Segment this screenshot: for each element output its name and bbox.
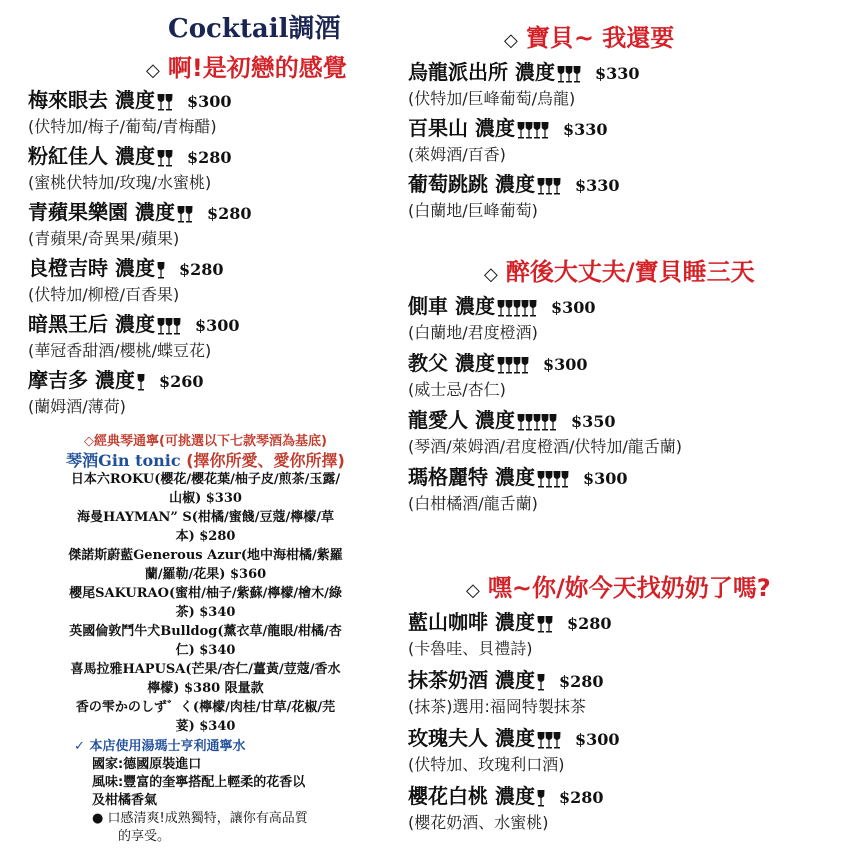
drink-price: $300 (550, 298, 596, 317)
wine-glass-icon (165, 93, 172, 109)
gin-item-line: 茶) $340 (175, 605, 236, 620)
wine-glass-icon (513, 299, 520, 315)
drink-name: 龍愛人 濃度 (408, 408, 515, 432)
drink-price: $300 (574, 730, 620, 749)
gin-subtitle-en: 琴酒Gin tonic (66, 451, 181, 470)
drink-price: $330 (562, 120, 608, 139)
diamond-icon: ◇ (484, 264, 498, 285)
drink-ingredients: (蘭姆酒/薄荷) (28, 397, 126, 416)
tonic-taste-line1: 口感清爽!成熟獨特，讓你有高品質 (107, 811, 308, 826)
wine-glass-icon (525, 121, 532, 137)
drink-item (28, 252, 224, 305)
wine-glass-icon (497, 356, 504, 372)
strength-glasses (157, 261, 165, 281)
drink-price: $280 (558, 672, 604, 691)
wine-glass-icon (137, 373, 144, 389)
drink-name: 良橙吉時 濃度 (28, 256, 155, 280)
drink-price: $330 (574, 176, 620, 195)
strength-glasses (537, 731, 561, 751)
drink-price: $280 (206, 204, 252, 223)
strength-glasses (557, 65, 581, 85)
drink-name: 梅來眼去 濃度 (28, 88, 155, 112)
strength-glasses (537, 673, 545, 693)
tonic-note (74, 738, 384, 846)
drink-name: 側車 濃度 (408, 294, 495, 318)
drink-name: 百果山 濃度 (408, 116, 515, 140)
diamond-icon: ◇ (146, 60, 160, 81)
drink-item (408, 56, 640, 109)
drink-ingredients: (琴酒/萊姆酒/君度橙酒/伏特加/龍舌蘭) (408, 437, 683, 456)
tonic-taste (74, 810, 384, 828)
drink-ingredients: (抹茶)選用:福岡特製抹茶 (408, 697, 586, 716)
diamond-icon: ◇ (466, 580, 480, 601)
strength-glasses (497, 299, 537, 319)
section-heading-drunk (484, 252, 755, 287)
drink-name: 暗黑王后 濃度 (28, 312, 155, 336)
wine-glass-icon (537, 177, 544, 193)
drink-ingredients: (白蘭地/巨峰葡萄) (408, 201, 538, 220)
gin-item-line: 山椒) $330 (169, 491, 242, 506)
wine-glass-icon (497, 299, 504, 315)
gin-item-line: 傑諾斯蔚藍Generous Azur(地中海柑橘/紫羅 (68, 548, 343, 563)
drink-item (408, 112, 608, 165)
wine-glass-icon (537, 470, 544, 486)
drink-price: $350 (570, 412, 616, 431)
drink-item (408, 780, 604, 833)
drink-price: $280 (178, 260, 224, 279)
wine-glass-icon (517, 121, 524, 137)
wine-glass-icon (553, 470, 560, 486)
drink-ingredients: (伏特加/梅子/葡萄/青梅醋) (28, 117, 217, 136)
gin-item-list (28, 470, 383, 736)
drink-name: 瑪格麗特 濃度 (408, 465, 535, 489)
drink-item (408, 461, 628, 514)
wine-glass-icon (505, 299, 512, 315)
wine-glass-icon (525, 413, 532, 429)
drink-ingredients: (白柑橘酒/龍舌蘭) (408, 494, 538, 513)
drink-item (28, 84, 232, 137)
strength-glasses (157, 149, 173, 169)
wine-glass-icon (513, 356, 520, 372)
strength-glasses (537, 789, 545, 809)
strength-glasses (497, 356, 529, 376)
drink-ingredients: (白蘭地/君度橙酒) (408, 323, 538, 342)
drink-price: $280 (186, 148, 232, 167)
drink-name: 摩吉多 濃度 (28, 368, 135, 392)
wine-glass-icon (537, 615, 544, 631)
wine-glass-icon (157, 93, 164, 109)
drink-price: $300 (194, 316, 240, 335)
strength-glasses (537, 470, 569, 490)
drink-ingredients: (櫻花奶酒、水蜜桃) (408, 813, 549, 832)
drink-name: 藍山咖啡 濃度 (408, 610, 535, 634)
gin-item-line: 仁) $340 (175, 643, 236, 658)
drink-ingredients: (青蘋果/奇異果/蘋果) (28, 229, 180, 248)
gin-item-line: 荽) $340 (175, 719, 236, 734)
tonic-taste-line2: 的享受。 (118, 829, 171, 844)
strength-glasses (157, 317, 181, 337)
wine-glass-icon (165, 317, 172, 333)
wine-glass-icon (521, 299, 528, 315)
drink-item (408, 606, 612, 659)
gin-item-line: 檸檬) $380 限量款 (147, 681, 264, 696)
drink-ingredients: (卡魯哇、貝禮詩) (408, 639, 533, 658)
strength-glasses (137, 373, 145, 393)
section-heading-grandma (466, 568, 771, 603)
bullet-icon: ● (92, 811, 104, 826)
section-title: 寶貝~ 我還要 (525, 24, 675, 52)
wine-glass-icon (157, 317, 164, 333)
wine-glass-icon (553, 177, 560, 193)
drink-item (28, 364, 204, 417)
drink-price: $330 (594, 64, 640, 83)
section-title: 醉後大丈夫/寶貝睡三天 (505, 258, 755, 286)
wine-glass-icon (541, 413, 548, 429)
wine-glass-icon (545, 615, 552, 631)
drink-item (408, 404, 682, 457)
drink-ingredients: (伏特加/柳橙/百香果) (28, 285, 180, 304)
strength-glasses (177, 205, 193, 225)
section-title: 嘿~你/妳今天找奶奶了嗎? (487, 574, 771, 602)
wine-glass-icon (157, 261, 164, 277)
wine-glass-icon (557, 65, 564, 81)
check-icon: ✓ (74, 739, 85, 754)
strength-glasses (157, 93, 173, 113)
drink-name: 粉紅佳人 濃度 (28, 144, 155, 168)
menu-title: Cocktail調酒 (168, 14, 341, 44)
wine-glass-icon (533, 121, 540, 137)
gin-tonic-section (28, 432, 383, 736)
drink-ingredients: (伏特加/巨峰葡萄/烏龍) (408, 89, 576, 108)
gin-header: ◇經典琴通寧(可挑選以下七款琴酒為基底) (84, 434, 327, 449)
drink-name: 教父 濃度 (408, 351, 495, 375)
drink-item (28, 308, 240, 361)
drink-item (408, 347, 588, 400)
tonic-flavor-line2: 及柑橘香氣 (92, 793, 158, 808)
drink-ingredients: (伏特加、玫瑰利口酒) (408, 755, 565, 774)
wine-glass-icon (545, 177, 552, 193)
wine-glass-icon (545, 731, 552, 747)
gin-item-line: 香の雫かのしず゛く(檸檬/肉桂/甘草/花椒/芫 (75, 700, 336, 715)
wine-glass-icon (521, 356, 528, 372)
drink-name: 青蘋果樂園 濃度 (28, 200, 175, 224)
drink-item (28, 196, 252, 249)
section-title: 啊!是初戀的感覺 (167, 54, 347, 82)
drink-item (408, 664, 604, 717)
wine-glass-icon (157, 149, 164, 165)
wine-glass-icon (185, 205, 192, 221)
tonic-brand: 本店使用湯瑪士亨利通寧水 (89, 739, 246, 754)
gin-item-line: 櫻尾SAKURAO(蜜柑/柚子/紫蘇/檸檬/檜木/綠 (69, 586, 342, 601)
drink-item (28, 140, 232, 193)
wine-glass-icon (561, 470, 568, 486)
wine-glass-icon (517, 413, 524, 429)
gin-subtitle-zh: (擇你所愛、愛你所擇) (186, 451, 345, 470)
gin-item-line: 喜馬拉雅HAPUSA(芒果/杏仁/薑黃/荳蔻/香水 (70, 662, 341, 677)
drink-price: $280 (558, 788, 604, 807)
wine-glass-icon (549, 413, 556, 429)
wine-glass-icon (533, 413, 540, 429)
wine-glass-icon (565, 65, 572, 81)
drink-name: 玫瑰夫人 濃度 (408, 726, 535, 750)
drink-ingredients: (華冠香甜酒/櫻桃/蝶豆花) (28, 341, 212, 360)
section-heading-baby-more (504, 18, 674, 53)
drink-ingredients: (萊姆酒/百香) (408, 145, 506, 164)
strength-glasses (517, 413, 557, 433)
drink-ingredients: (蜜桃伏特加/玫瑰/水蜜桃) (28, 173, 212, 192)
drink-name: 抹茶奶酒 濃度 (408, 668, 535, 692)
drink-price: $300 (582, 469, 628, 488)
drink-price: $300 (186, 92, 232, 111)
strength-glasses (537, 615, 553, 635)
drink-item (408, 290, 596, 343)
gin-item-line: 蘭/羅勒/花果) $360 (144, 567, 267, 582)
tonic-country: 國家:德國原裝進口 (92, 757, 202, 772)
wine-glass-icon (545, 470, 552, 486)
wine-glass-icon (553, 731, 560, 747)
wine-glass-icon (505, 356, 512, 372)
gin-item-line: 海曼HAYMAN” S(柑橘/蜜餞/豆蔻/檸檬/草 (77, 510, 334, 525)
wine-glass-icon (177, 205, 184, 221)
gin-item-line: 英國倫敦鬥牛犬Bulldog(薰衣草/龍眼/柑橘/杏 (69, 624, 342, 639)
wine-glass-icon (537, 673, 544, 689)
drink-item (408, 722, 620, 775)
drink-price: $280 (566, 614, 612, 633)
tonic-flavor-line1: 風味:豐富的奎寧搭配上輕柔的花香以 (92, 775, 306, 790)
drink-name: 烏龍派出所 濃度 (408, 60, 555, 84)
wine-glass-icon (537, 789, 544, 805)
wine-glass-icon (529, 299, 536, 315)
drink-item (408, 168, 620, 221)
wine-glass-icon (537, 731, 544, 747)
wine-glass-icon (173, 317, 180, 333)
strength-glasses (537, 177, 561, 197)
wine-glass-icon (165, 149, 172, 165)
gin-subtitle (28, 451, 383, 470)
strength-glasses (517, 121, 549, 141)
gin-item-line: 本) $280 (175, 529, 236, 544)
diamond-icon: ◇ (504, 30, 518, 51)
drink-ingredients: (威士忌/杏仁) (408, 380, 506, 399)
section-heading-first-love (146, 48, 347, 83)
drink-price: $260 (158, 372, 204, 391)
wine-glass-icon (573, 65, 580, 81)
drink-name: 葡萄跳跳 濃度 (408, 172, 535, 196)
drink-name: 櫻花白桃 濃度 (408, 784, 535, 808)
gin-item-line: 日本六ROKU(櫻花/櫻花葉/柚子皮/煎茶/玉露/ (70, 472, 341, 487)
drink-price: $300 (542, 355, 588, 374)
wine-glass-icon (541, 121, 548, 137)
